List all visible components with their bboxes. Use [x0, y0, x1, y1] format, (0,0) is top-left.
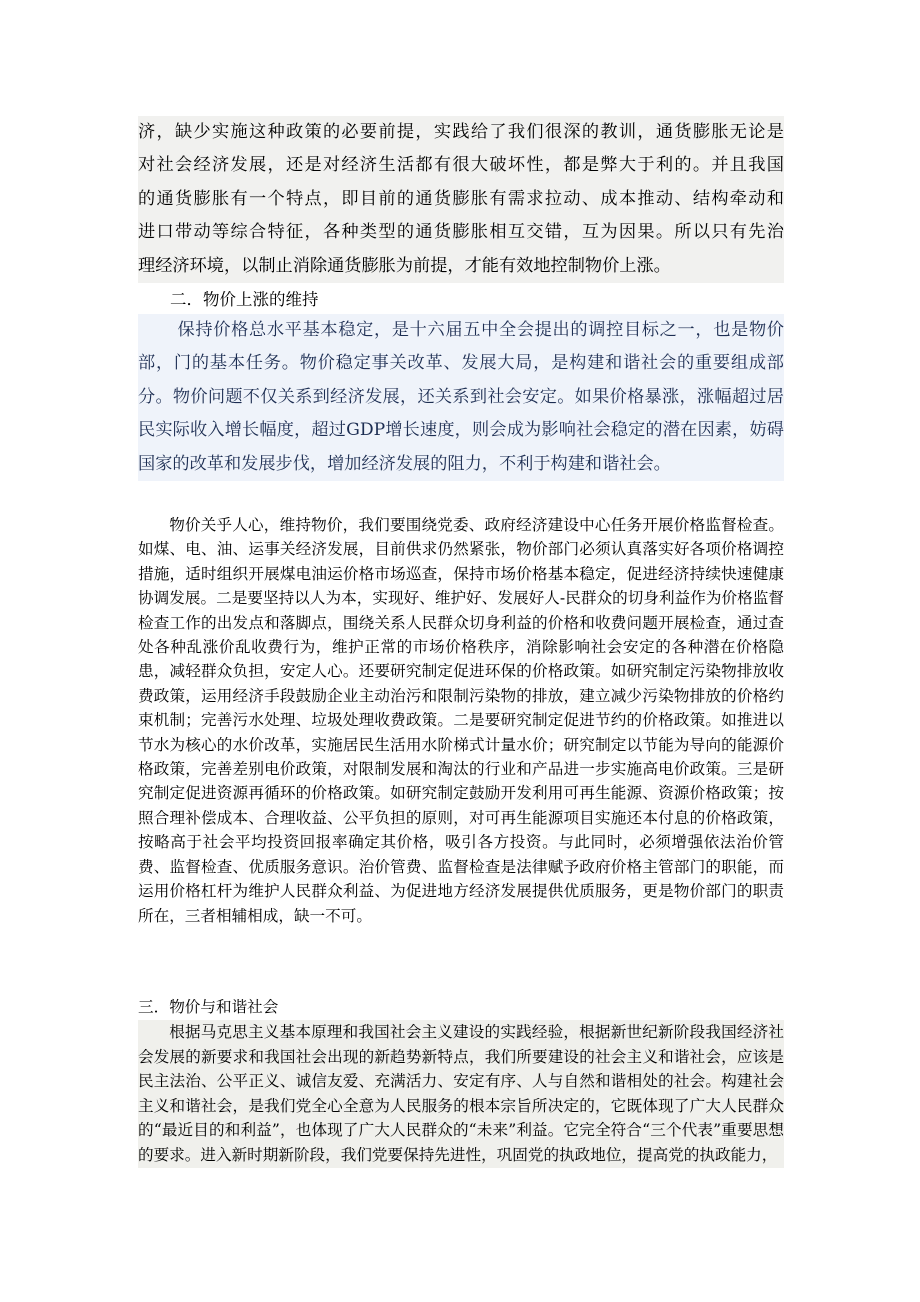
section3-paragraph-1: 根据马克思主义基本原理和我国社会主义建设的实践经验，根据新世纪新阶段我国经济社会发展的新要求和我国社会出现的新趋势新特点，我们所要建设的社会主义和谐社会，应该是民主法治、公平正义、诚信友爱、充满活力、安定有序、人与自然和谐相处的社会。构建社会主义和谐社会，是我们党全心全意为人民服务的根本宗旨所决定的，它既体现了广大人民群众的“最近目的和利益”，也体现了广大人民群众的“未来”利益。它完全符合“三个代表”重要思想的要求。进入新时期新阶段，我们党要保持先进性，巩固党的执政地位，提高党的执政能力，	[138, 1023, 784, 1164]
text-line: 济，缺少实施这种政策的必要前提，实践给了我们很深的教训，通货膨胀无论是	[138, 122, 784, 142]
section2-body-block	[138, 513, 784, 928]
text-line: 对社会经济发展，还是对经济生活都有很大破坏性，都是弊大于利的。并且我国	[138, 155, 784, 176]
section2-paragraph-2: 物价关乎人心，维持物价，我们要围绕党委、政府经济建设中心任务开展价格监督检查。如煤、电、油、运事关经济发展，目前供求仍然紧张，物价部门必须认真落实好各项价格调控措施，适时组织开展煤电油运价格市场巡查，保持市场价格基本稳定，促进经济持续快速健康协调发展。二是要坚持以人为本，实现好、维护好、发展好人-民群众的切身利益作为价格监督检查工作的出发点和落脚点，围绕关系人民群众切身利益的价格和收费问题开展检查，通过查处各种乱涨价乱收费行为，维护正常的市场价格秩序，消除影响社会安定的各种潜在价格隐患，减轻群众负担，安定人心。还要研究制定促进环保的价格政策。如研究制定污染物排放收费政策，运用经济手段鼓励企业主动治污和限制污染物的排放，建立减少污染物排放的价格约束机制；完善污水处理、垃圾处理收费政策。二是要研究制定促进节约的价格政策。如推进以节水为核心的水价改革，实施居民生活用水阶梯式计量水价；研究制定以节能为导向的能源价格政策，完善差别电价政策，对限制发展和淘汰的行业和产品进一步实施高电价政策。三是研究制定促进资源再循环的价格政策。如研究制定鼓励开发利用可再生能源、资源价格政策；按照合理补偿成本、合理收益、公平负担的原则，对可再生能源项目实施还本付息的价格政策，按略高于社会平均投资回报率确定其价格，吸引各方投资。与此同时，必须增强依法治价管费、监督检查、优质服务意识。治价管费、监督检查是法律赋予政府价格主管部门的职能，而运用价格杠杆为维护人民群众利益、为促进地方经济发展提供优质服务，更是物价部门的职责所在，三者相辅相成，缺一不可。	[138, 516, 784, 925]
section-heading-3: 三．物价与和谐社会	[138, 998, 279, 1016]
text-line: 的通货膨胀有一个特点，即目前的通货膨胀有需求拉动、成本推动、结构牵动和	[138, 188, 784, 209]
text-line: 理经济环境，以制止消除通货膨胀为前提，才能有效地控制物价上涨。	[138, 255, 671, 276]
section-heading-2: 二．物价上涨的维持	[170, 290, 319, 309]
continued-paragraph	[138, 116, 784, 283]
section2-intro-block	[138, 314, 784, 481]
section2-paragraph-1: 保持价格总水平基本稳定，是十六届五中全会提出的调控目标之一，也是物价部，门的基本任务。物价稳定事关改革、发展大局，是构建和谐社会的重要组成部分。物价问题不仅关系到经济发展，还关系到社会安定。如果价格暴涨，涨幅超过居民实际收入增长幅度，超过GDP增长速度，则会成为影响社会稳定的潜在因素，妨碍国家的改革和发展步伐，增加经济发展的阻力，不利于构建和谐社会。	[138, 320, 784, 474]
text-line: 进口带动等综合特征，各种类型的通货膨胀相互交错，互为因果。所以只有先治	[138, 222, 784, 243]
section3-body-block	[138, 1020, 784, 1168]
